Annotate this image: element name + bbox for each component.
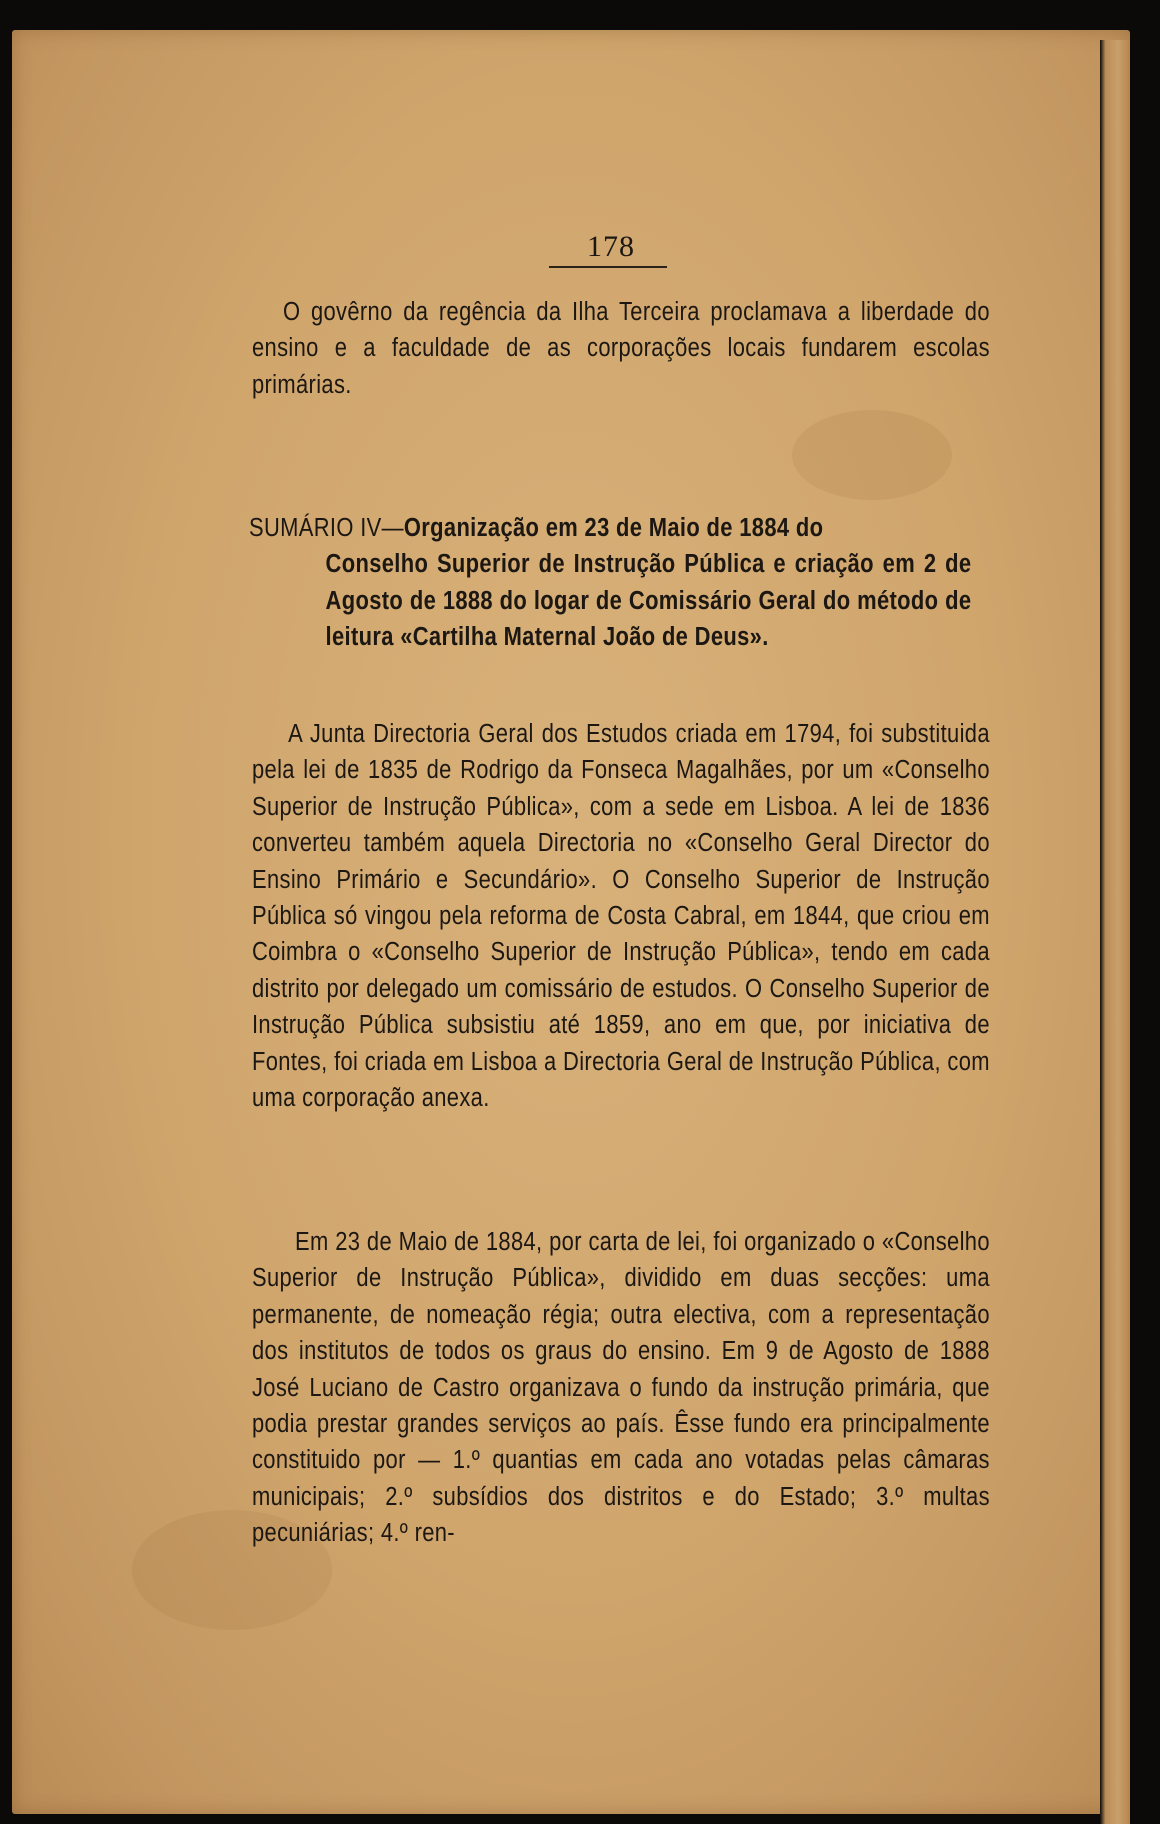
second-paragraph: Em 23 de Maio de 1884, por carta de lei, foi organizado o «Conselho Superior de Instrução Pública», dividido em duas secções: uma permanente, de nomeação régia; outra electiva, com a representação dos institutos de todos os graus do ensino. Em 9 de Agosto de 1888 José Luciano de Castro organizava o fundo da instrução primária, que podia prestar grandes serviços ao país. Êsse fundo era principalmente constituido por — 1.º quantias em cada ano votadas pelas câmaras municipais; 2.º subsídios dos distritos e do Estado; 3.º multas pecuniárias; 4.º ren- [252, 1228, 990, 1548]
summary-first-line [249, 510, 971, 546]
summary-dash: — [381, 514, 404, 542]
page-number-rule [549, 266, 667, 268]
page-number: 178 [587, 230, 635, 263]
summary-block [249, 510, 971, 656]
summary-first-line-text: Organização em 23 de Maio de 1884 do [403, 514, 824, 542]
page-content [12, 30, 1130, 1814]
book-page [12, 30, 1130, 1814]
summary-label: SUMÁRIO IV [249, 514, 382, 542]
intro-paragraph: O govêrno da regência da Ilha Terceira proclamava a liberdade do ensino e a faculdade de as corporações locais fundarem escolas primárias. [252, 298, 990, 399]
main-paragraph: A Junta Directoria Geral dos Estudos criada em 1794, foi substituida pela lei de 1835 de Rodrigo da Fonseca Magalhães, por um «Conselho Superior de Instrução Pública», com a sede em Lisboa. A lei de 1836 converteu também aquela Directoria no «Conselho Geral Director do Ensino Primário e Secundário». O Conselho Superior de Instrução Pública só vingou pela reforma de Costa Cabral, em 1844, que criou em Coimbra o «Conselho Superior de Instrução Pública», tendo em cada distrito por delegado um comissário de estudos. O Conselho Superior de Instrução Pública subsistiu até 1859, ano em que, por iniciativa de Fontes, foi criada em Lisboa a Directoria Geral de Instrução Pública, com uma corporação anexa. [252, 720, 990, 1113]
summary-text: Conselho Superior de Instrução Pública e criação em 2 de Agosto de 1888 do logar de Comissário Geral do método de leitura «Cartilha Maternal João de Deus». [325, 550, 972, 652]
